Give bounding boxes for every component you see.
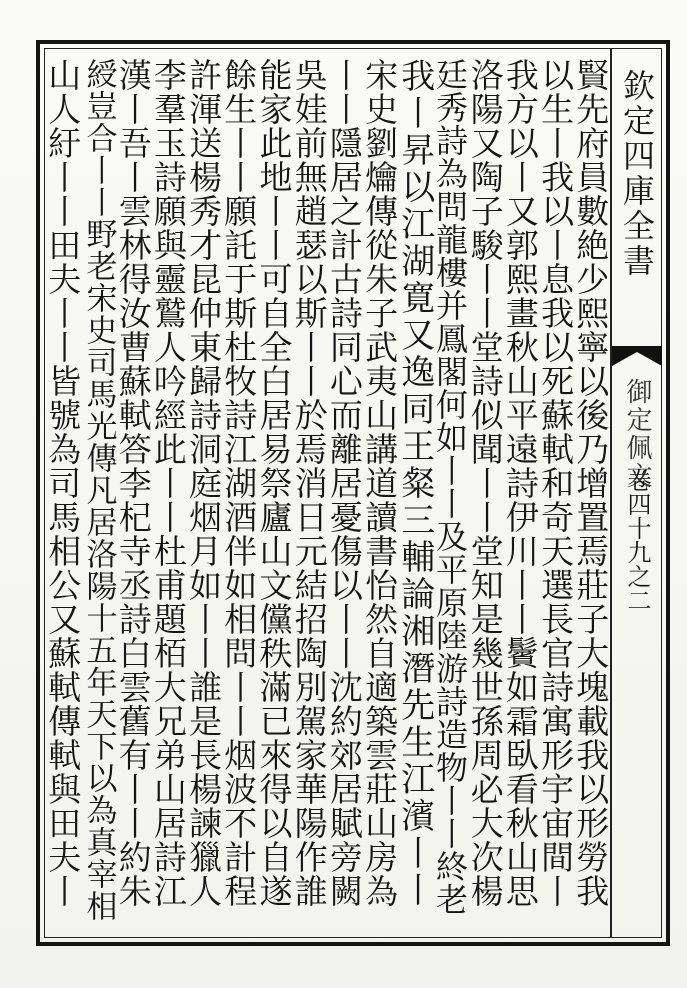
header-volume-box (612, 468, 662, 808)
column-text: 能家此地丨丨可自全白居易祭廬山文儻秩滿已來得以自遂 (254, 58, 294, 908)
fishtail-mark-icon (612, 344, 662, 374)
column-text: 許渾送楊秀才昆仲東歸詩洞庭烟月如丨丨誰是長楊諫獵人 (184, 58, 224, 908)
column-text: 餘生丨丨願託于斯杜牧詩江湖酒伴如相問丨丨烟波不計程 (219, 58, 259, 908)
text-column (38, 58, 88, 928)
header-book-title: 御定佩文 (622, 378, 652, 490)
column-text: 以生丨我以丨息我以死蘇軾和奇天選長官詩寓形宇宙間丨 (536, 58, 576, 908)
column-text: 賢先府員數絶少熙寧以後乃增置焉莊子大塊載我以形勞我 (571, 58, 611, 908)
column-text: 山人紆丨丨田夫丨丨皆號為司馬相公又蘇軾傳軾與田夫丨 (43, 58, 83, 908)
header-book-box (612, 378, 662, 490)
header-volume: 卷四十九之二 (623, 468, 651, 612)
column-text: 宋史劉爚傳從朱子武夷山講道讀書怡然自適築雲莊山房為 (360, 58, 400, 908)
page-header-column (610, 48, 662, 938)
column-text: 丨丨隱居之計古詩同心而離居憂傷以丨丨沈約郊居賦旁闕 (324, 58, 364, 908)
column-text: 洛陽又陶子駿丨丨堂詩似聞丨丨堂知是幾世孫周必大次楊 (465, 58, 505, 908)
column-text: 我方以丨又郭熙畫秋山平遠詩伊川丨丨鬢如霜臥看秋山思 (500, 58, 540, 908)
column-text: 李羣玉詩願與靈鷲人吟經此丨丨杜甫題栢大兄弟山居詩江 (148, 58, 188, 908)
column-text: 吳娃前無趙瑟以斯丨丨於焉消日元結招陶別駕家華陽作誰 (289, 58, 329, 908)
column-text: 漢丨吾丨雲林得汝曹蘇軾答李杞寺丞詩白雲舊有丨丨約朱 (113, 58, 153, 908)
column-text: 廷秀詩為問龍樓并鳳閣何如丨丨及平原陸游詩造物丨丨終老 (431, 58, 469, 916)
column-text: 綬豈合丨丨野老宋史司馬光傳凡居洛陽十五年天下以為真宰相 (80, 58, 117, 922)
header-title: 欽定四庫全書 (618, 69, 656, 279)
header-title-box (612, 48, 662, 300)
column-text: 我丨昇以江湖寛又逸同王粲三輔論湘潛先生江濱丨丨 (394, 58, 435, 909)
